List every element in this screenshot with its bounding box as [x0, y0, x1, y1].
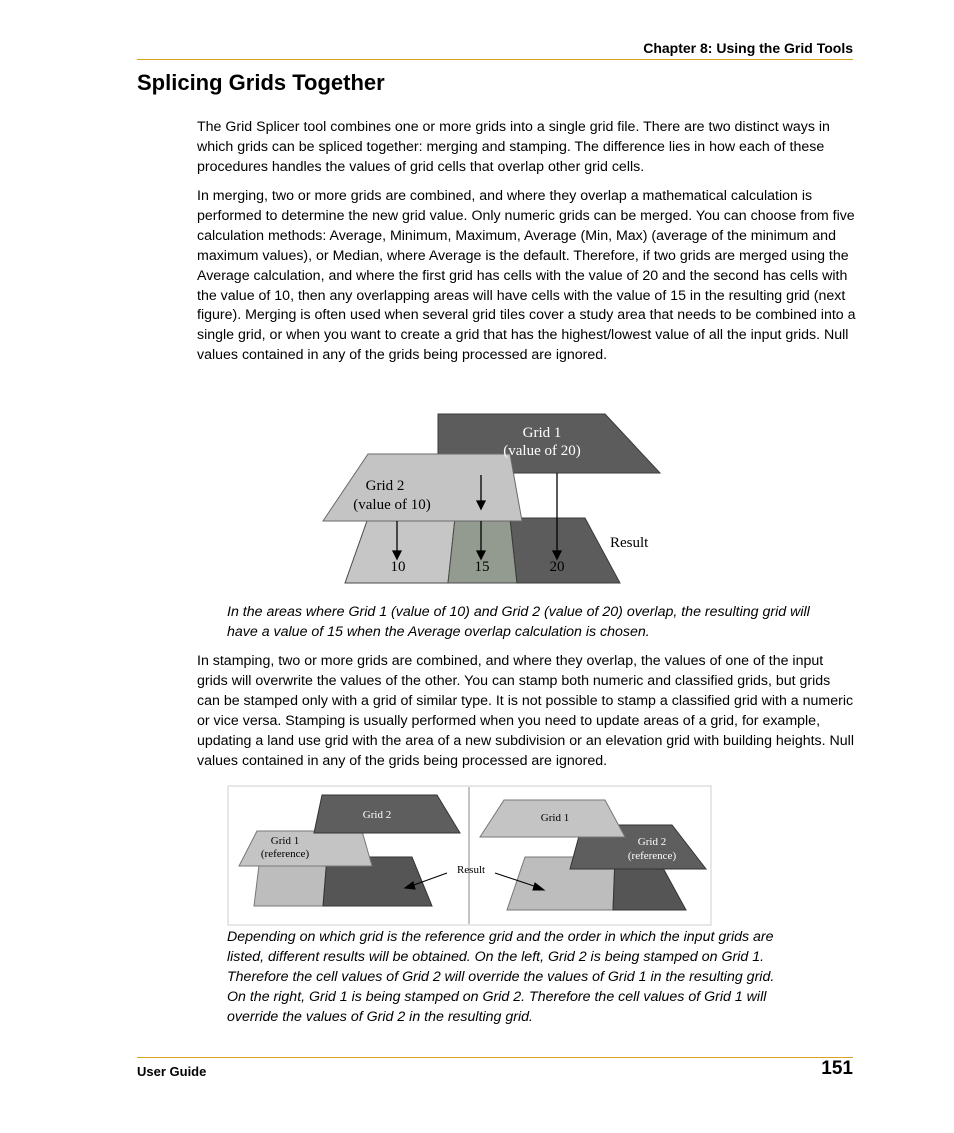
right-grid2-label: Grid 2 [637, 836, 667, 848]
page-number: 151 [821, 1058, 853, 1079]
merge-figure [320, 410, 665, 588]
value-15-label: 15 [474, 559, 490, 575]
result-slice-20 [510, 518, 620, 583]
footer-rule [137, 1057, 853, 1058]
stamp-figure [227, 785, 712, 927]
right-grid1-label: Grid 1 [540, 812, 570, 824]
value-10-label: 10 [390, 559, 406, 575]
chapter-header: Chapter 8: Using the Grid Tools [643, 40, 853, 56]
right-reference-label: (reference) [627, 850, 677, 862]
merging-paragraph: In merging, two or more grids are combined, and where they overlap a mathematical calculation is performed to determine the new grid value. Only numeric grids can be merged. You can choose from five calculation methods: Average, Minimum, Maximum, Average (Min, Max) (average of the minimum and maximum values), or Median, where Average is the default. Therefore, if two grids are merged using the Average calculation, and where the first grid has cells with the value of 20 and the second has cells with the value of 10, then any overlapping areas will have cells with the value of 15 in the resulting grid (next figure). Merging is often used when several grid tiles cover a study area that needs to be combined into a single grid, or when you want to create a grid that has the highest/lowest value of all the input grids. Null values contained in any of the grids being processed are ignored. [197, 188, 856, 364]
footer-guide-label: User Guide [137, 1064, 207, 1079]
grid2-value-label: (value of 10) [353, 497, 431, 513]
stamp-result-label: Result [456, 864, 486, 876]
value-20-label: 20 [549, 559, 565, 575]
merge-figure-caption: In the areas where Grid 1 (value of 10) and Grid 2 (value of 20) overlap, the resulting grid will have a value of 15 when the Average overlap calculation is chosen. [227, 604, 810, 640]
grid1-value-label: (value of 20) [503, 443, 581, 459]
left-reference-label: (reference) [260, 848, 310, 860]
grid1-name-label: Grid 1 [522, 425, 562, 441]
grid2-name-label: Grid 2 [365, 478, 405, 494]
left-grid2-label: Grid 2 [362, 809, 392, 821]
stamp-figure-caption: Depending on which grid is the reference grid and the order in which the input grids are listed, different results will be obtained. On the left, Grid 2 is being stamped on Grid 1. Therefore the cell values of Grid 2 will override the values of Grid 1 in the resulting grid. On the right, Grid 1 is being stamped on Grid 2. Therefore the cell values of Grid 1 will override the values of Grid 2 in the resulting grid. [227, 929, 775, 1025]
page-title: Splicing Grids Together [137, 70, 385, 95]
result-label: Result [610, 535, 649, 551]
stamping-paragraph: In stamping, two or more grids are combined, and where they overlap, the values of one of the input grids will overwrite the values of the other. You can stamp both numeric and classified grids, but grids can be stamped only with a grid of similar type. It is not possible to stamp a classified grid with a numeric or vice versa. Stamping is usually performed when you need to update areas of a grid, for example, updating a land use grid with the area of a new subdivision or an elevation grid with building heights. Null values contained in any of the grids being processed are ignored. [197, 653, 854, 769]
intro-paragraph: The Grid Splicer tool combines one or more grids into a single grid file. There are two distinct ways in which grids can be spliced together: merging and stamping. The difference lies in how each of these procedures handles the values of grid cells that overlap other grid cells. [197, 119, 830, 175]
header-rule [137, 59, 853, 60]
left-grid1-label: Grid 1 [270, 835, 300, 847]
